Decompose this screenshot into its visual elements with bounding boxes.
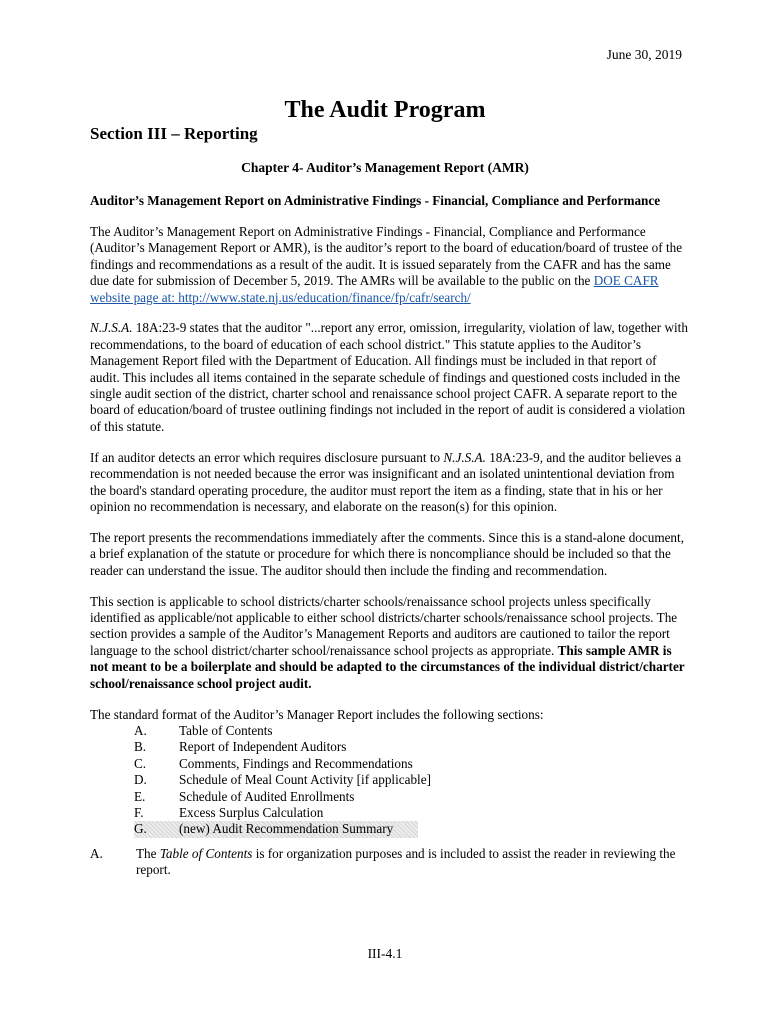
list-letter: A. [134, 722, 147, 738]
list-label: Excess Surplus Calculation [179, 805, 324, 820]
list-item [134, 756, 688, 772]
list-label: Schedule of Meal Count Activity [if applicable] [179, 772, 431, 788]
list-letter: G. [134, 821, 147, 837]
list-item [134, 805, 688, 821]
document-title: The Audit Program [284, 97, 486, 123]
chapter-heading: Chapter 4- Auditor’s Management Report (AMR) [241, 160, 529, 175]
list-label: Report of Independent Auditors [179, 739, 347, 755]
list-label: Table of Contents [179, 722, 273, 738]
statute-citation: N.J.S.A. [90, 320, 133, 336]
list-item [134, 772, 688, 788]
list-letter: E. [134, 788, 146, 804]
paragraph-statute [90, 320, 688, 435]
paragraph-report-presentation: The report presents the recommendations immediately after the comments. Since this is a stand-alone document, a brief explanation of the statute or procedure for which there is noncompliance should be included so that the reader can understand the issue. The auditor should then include the finding and recommendation. [90, 529, 684, 578]
subheading: Auditor’s Management Report on Administrative Findings - Financial, Compliance and Performance [90, 193, 661, 208]
format-intro: The standard format of the Auditor’s Manager Report includes the following sections: [90, 706, 544, 722]
statute-citation: N.J.S.A. [443, 449, 486, 465]
list-letter: D. [134, 772, 147, 788]
list-item [134, 723, 688, 739]
paragraph-error-disclosure [90, 450, 688, 516]
section-heading: Section III – Reporting [90, 124, 258, 143]
cafr-website-link[interactable]: DOE CAFR website page at: http://www.state.nj.us/education/finance/fp/cafr/search/ [90, 273, 659, 305]
toc-emphasis: Table of Contents [159, 845, 253, 861]
document-date: June 30, 2019 [606, 47, 682, 62]
text-fragment: is for organization purposes and is included to assist the reader in reviewing the report. [136, 845, 676, 878]
list-item-highlighted [134, 821, 418, 837]
section-a-description [90, 846, 688, 879]
list-letter: C. [134, 755, 147, 771]
list-label: Comments, Findings and Recommendations [179, 755, 413, 771]
standard-format-list [90, 707, 688, 838]
text-fragment: The [136, 845, 160, 861]
paragraph-text: 18A:23-9, and the auditor believes a recommendation is not needed because the error was insignificant and an isolated unintentional deviation from the board's standard operating procedure, the auditor must report the item as a finding, state that in his or her opinion no recommendation is necessary, and elaborate on the reason(s) for this opinion. [90, 449, 682, 514]
page-number: III-4.1 [367, 946, 403, 961]
paragraph-amr-overview [90, 224, 688, 306]
boilerplate-warning: This sample AMR is not meant to be a boilerplate and should be adapted to the circumstances of the individual district/charter school/renaissance school project audit. [90, 642, 685, 691]
list-label: (new) Audit Recommendation Summary [179, 821, 394, 837]
document-body [90, 193, 688, 879]
section-a-text [136, 846, 688, 879]
list-item [134, 789, 688, 805]
paragraph-text: This section is applicable to school districts/charter schools/renaissance school projects unless specifically identified as applicable/not applicable to either school districts/charter schools/renaissance school projects. The section provides a sample of the Auditor’s Management Reports and auditors are cautioned to tailor the report language to the school district/charter school/renaissance school projects as appropriate. [90, 593, 678, 658]
format-sections [90, 723, 688, 838]
paragraph-applicability [90, 594, 688, 692]
list-letter: B. [134, 739, 147, 755]
paragraph-text: 18A:23-9 states that the auditor "...report any error, omission, irregularity, violation of law, together with recommendations, to the board of education of each school district." This statute applies to the Auditor’s Management Report filed with the Department of Education. All findings must be included in that report of audit. This includes all items contained in the separate schedule of findings and questioned costs included in the single audit section of the district, charter school and renaissance school project CAFR. A separate report to the board of education/board of trustee outlining findings not included in the report of audit is considered a violation of this statute. [90, 320, 688, 434]
list-label: Schedule of Audited Enrollments [179, 788, 355, 804]
list-item [134, 739, 688, 755]
paragraph-text: The Auditor’s Management Report on Administrative Findings - Financial, Compliance and Performance (Auditor’s Management Report or AMR), is the auditor’s report to the board of education/board of trustee of the findings and recommendations as a result of the audit. It is issued separately from the CAFR and has the same due date for submission of December 5, 2019. The AMRs will be available to the public on the [90, 223, 683, 289]
list-letter: A. [90, 845, 103, 861]
list-letter: F. [134, 805, 144, 820]
paragraph-text: If an auditor detects an error which requires disclosure pursuant to [90, 449, 444, 465]
